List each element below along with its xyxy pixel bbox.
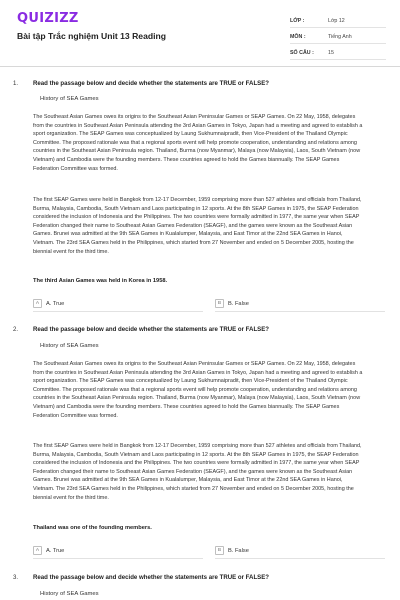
option-letter: B: [215, 546, 224, 555]
meta-row-grade: [290, 14, 386, 28]
question-prompt: Read the passage below and decide whether the statements are TRUE or FALSE?: [33, 80, 270, 87]
option-letter: A: [33, 546, 42, 555]
passage-title: History of SEA Games: [40, 343, 99, 349]
option-label: A. True: [46, 300, 65, 307]
meta-value: Lớp 12: [328, 17, 345, 24]
option-label: A. True: [46, 547, 65, 554]
question-prompt: Read the passage below and decide whether the statements are TRUE or FALSE?: [33, 326, 270, 333]
option-b[interactable]: [215, 546, 249, 555]
passage-title: History of SEA Games: [40, 591, 99, 597]
question-prompt: Read the passage below and decide whether the statements are TRUE or FALSE?: [33, 574, 270, 581]
header-divider: [0, 66, 400, 67]
option-a[interactable]: [33, 546, 64, 555]
meta-key: MÔN :: [290, 33, 306, 40]
option-a[interactable]: [33, 299, 64, 308]
passage-paragraph: The Southeast Asian Games owes its origins to the Southeast Asian Peninsular Games or SEAP Games. On 22 May, 1958, delegates from the countries in Southeast Asian Peninsula attending the 3rd Asian Games in Tokyo, Japan had a meeting and agreed to establish a sport organization. The SEAP Games was conceptualized by Laung Sukhumnaipradit, then Vice-President of the Thailand Olympic Committee. The proposed rationale was that a regional sports event will help promote cooperation, understanding and relations among countries in the Southeast Asian Peninsula region. Thailand, Burma (now Myanmar), Malaya (now Malaysia), Laos, South Vietnam (now Vietnam) and Cambodia were the founding members. These countries agreed to hold the Games biannually. The SEAP Games Federation Committee was formed.: [33, 114, 363, 172]
meta-value: 15: [328, 49, 334, 56]
question-number: 3.: [13, 574, 19, 581]
question-number: 2.: [13, 326, 19, 333]
meta-row-count: [290, 46, 386, 60]
option-letter: B: [215, 299, 224, 308]
option-letter: A: [33, 299, 42, 308]
question-statement: Thailand was one of the founding members.: [33, 525, 152, 531]
worksheet-header: [0, 0, 400, 60]
meta-key: SỐ CÂU :: [290, 49, 314, 56]
meta-row-subject: [290, 30, 386, 44]
option-b-underline: [215, 311, 385, 312]
option-b-underline: [215, 558, 385, 559]
option-a-underline: [33, 311, 203, 312]
passage-paragraph: The first SEAP Games were held in Bangkok from 12-17 December, 1959 comprising more than 527 athletes and officials from Thailand, Burma, Malaysia, Cambodia, South Vietnam and Laos participating in 12 sports. At the 8th SEAP Games in 1975, the SEAP Federation considered the inclusion of Indonesia and the Philippines. The two countries were formally admitted in 1977, the same year when SEAP Federation changed their name to Southeast Asian Games Federation (SEAGF), and the games were known as the Southeast Asian Games. Brunei was admitted at the 9th SEA Games in Kualalumper, Malaysia, and East Timor at the 22nd SEA Games in Hanoi, Vietnam. The 23rd SEA Games held in the Philippines, which started from 27 November and ended on 5 December 2005, hosting the biennial event for the third time.: [33, 197, 362, 255]
question-statement: The third Asian Games was held in Korea in 1958.: [33, 278, 168, 284]
option-label: B. False: [228, 300, 249, 307]
question-number: 1.: [13, 80, 19, 87]
passage-title: History of SEA Games: [40, 96, 99, 102]
meta-key: LỚP :: [290, 17, 305, 24]
page-title: Bài tập Trắc nghiệm Unit 13 Reading: [17, 31, 166, 41]
option-label: B. False: [228, 547, 249, 554]
option-a-underline: [33, 558, 203, 559]
meta-value: Tiếng Anh: [328, 33, 352, 40]
worksheet-meta: [290, 14, 386, 62]
quizizz-logo: QUIZIZZ: [17, 11, 79, 26]
passage-paragraph: The Southeast Asian Games owes its origins to the Southeast Asian Peninsular Games or SEAP Games. On 22 May, 1958, delegates from the countries in Southeast Asian Peninsula attending the 3rd Asian Games in Tokyo, Japan had a meeting and agreed to establish a sport organization. The SEAP Games was conceptualized by Laung Sukhumnaipradit, then Vice-President of the Thailand Olympic Committee. The proposed rationale was that a regional sports event will help promote cooperation, understanding and relations among countries in the Southeast Asian Peninsula region. Thailand, Burma (now Myanmar), Malaya (now Malaysia), Laos, South Vietnam (now Vietnam) and Cambodia were the founding members. These countries agreed to hold the Games biannually. The SEAP Games Federation Committee was formed.: [33, 361, 363, 419]
option-b[interactable]: [215, 299, 249, 308]
passage-paragraph: The first SEAP Games were held in Bangkok from 12-17 December, 1959 comprising more than 527 athletes and officials from Thailand, Burma, Malaysia, Cambodia, South Vietnam and Laos participating in 12 sports. At the 8th SEAP Games in 1975, the SEAP Federation considered the inclusion of Indonesia and the Philippines. The two countries were formally admitted in 1977, the same year when SEAP Federation changed their name to Southeast Asian Games Federation (SEAGF), and the games were known as the Southeast Asian Games. Brunei was admitted at the 9th SEA Games in Kualalumper, Malaysia, and East Timor at the 22nd SEA Games in Hanoi, Vietnam. The 23rd SEA Games held in the Philippines, which started from 27 November and ended on 5 December 2005, hosting the biennial event for the third time.: [33, 443, 362, 501]
